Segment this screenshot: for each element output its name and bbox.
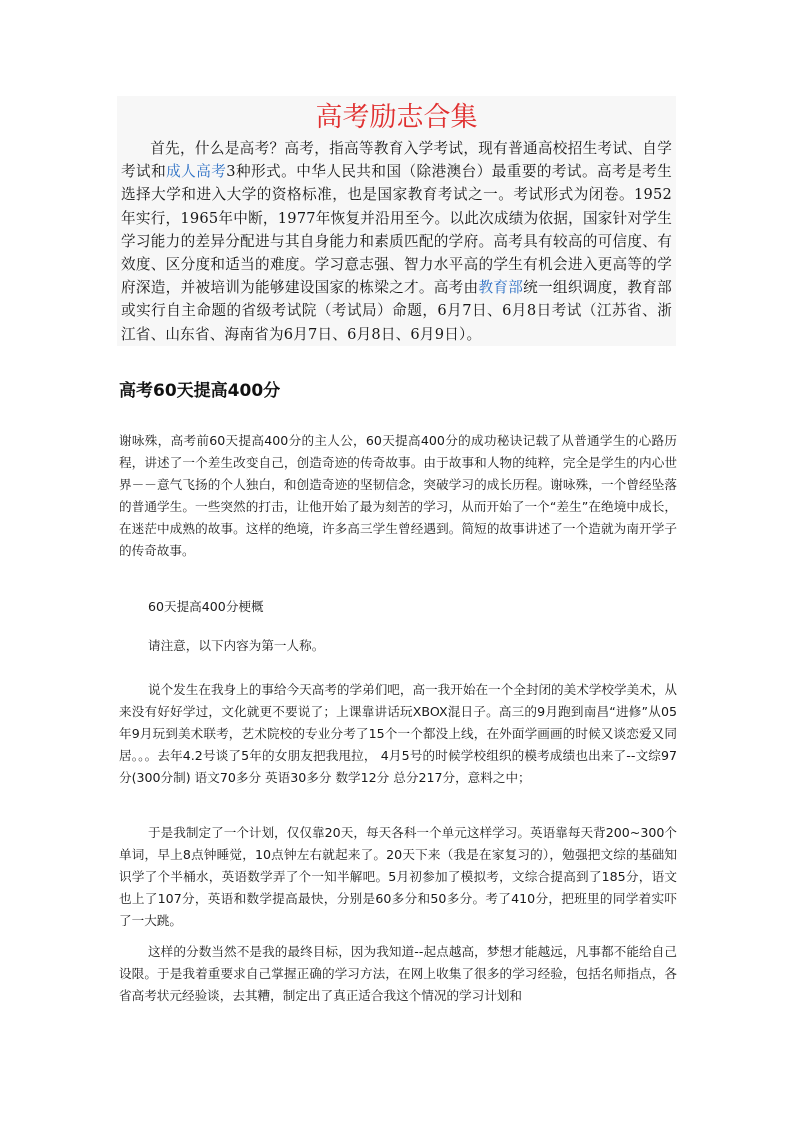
story-paragraph-3: 这样的分数当然不是我的最终目标，因为我知道--起点越高，梦想才能越远，凡事都不能给自己设限。于是我着重要求自己掌握正确的学习方法，在网上收集了很多的学习经验，包括名师指点，各省高考状元经验谈，去其糟，制定出了真正适合我这个情况的学习计划和	[119, 944, 677, 1003]
link-ministry-of-education[interactable]: 教育部	[478, 279, 524, 297]
story-block-3	[119, 941, 677, 1007]
story-block-2	[119, 822, 677, 932]
section-heading: 高考60天提高400分	[119, 381, 281, 401]
notice-block	[119, 635, 677, 657]
story-paragraph-2: 于是我制定了一个计划，仅仅靠20天，每天各科一个单元这样学习。英语靠每天背200~300个单词，早上8点钟睡觉，10点钟左右就起来了。20天下来（我是在家复习的），勉强把文综的基础知识学了个半桶水，英语数学弄了个一知半解吧。5月初参加了模拟考，文综合提高到了185分，语文也上了107分，英语和数学提高最快，分别是60多分和50多分。考了410分，把班里的同学着实吓了一大跳。	[119, 825, 677, 928]
story-block-1	[119, 679, 677, 789]
intro-text-3: 统一组织调度，教育部或实行自主命题的省级考试院（考试局）命题，6月7日、6月8日考试（江苏省、浙江省、山东省、海南省为6月7日、6月8日、6月9日）。	[121, 279, 672, 343]
story-paragraph-1: 说个发生在我身上的事给今天高考的学弟们吧，高一我开始在一个全封闭的美术学校学美术，从来没有好好学过，文化就更不要说了；上课靠讲话玩XBOX混日子。高三的9月跑到南昌“进修”从05年9月玩到美术联考，艺术院校的专业分考了15个一个都没上线，在外面学画画的时候又谈恋爱又同居。。。去年4.2号谈了5年的女朋友把我甩拉， 4月5号的时候学校组织的模考成绩也出来了--文综97分(300分制) 语文70多分 英语30多分 数学12分 总分217分，意料之中；	[119, 682, 677, 785]
intro-box	[117, 96, 676, 346]
link-adult-exam[interactable]: 成人高考	[166, 163, 227, 181]
notice-paragraph: 请注意，以下内容为第一人称。	[147, 638, 325, 653]
summary-paragraph: 谢咏殊，高考前60天提高400分的主人公，60天提高400分的成功秘诀记载了从普通学生的心路历程，讲述了一个差生改变自己，创造奇迹的传奇故事。由于故事和人物的纯粹，完全是学生的内心世界－－意气飞扬的个人独白，和创造奇迹的坚韧信念，突破学习的成长历程。谢咏殊，一个曾经坠落的普通学生。一些突然的打击，让他开始了最为刻苦的学习，从而开始了一个“差生”在绝境中成长，在迷茫中成熟的故事。这样的绝境，许多高三学生曾经遇到。简短的故事讲述了一个造就为南开学子的传奇故事。	[119, 433, 677, 558]
synopsis-subtitle: 60天提高400分梗概	[147, 599, 264, 614]
subtitle-block	[119, 596, 677, 618]
summary-block	[119, 430, 677, 562]
intro-text-1: 首先，什么是高考？高考，指高等教育入学考试，现有普通高校招生考试、自学考试和	[121, 140, 672, 181]
intro-text-2: 3种形式。中华人民共和国（除港澳台）最重要的考试。高考是考生选择大学和进入大学的资格标准，也是国家教育考试之一。考试形式为闭卷。1952年实行，1965年中断，1977年恢复并沿用至今。以此次成绩为依据，国家针对学生学习能力的差异分配进与其自身能力和素质匹配的学府。高考具有较高的可信度、有效度、区分度和适当的难度。学习意志强、智力水平高的学生有机会进入更高等的学府深造，并被培训为能够建设国家的栋梁之才。高考由	[121, 163, 672, 297]
document-title: 高考励志合集	[315, 102, 478, 133]
intro-paragraph	[121, 137, 672, 346]
